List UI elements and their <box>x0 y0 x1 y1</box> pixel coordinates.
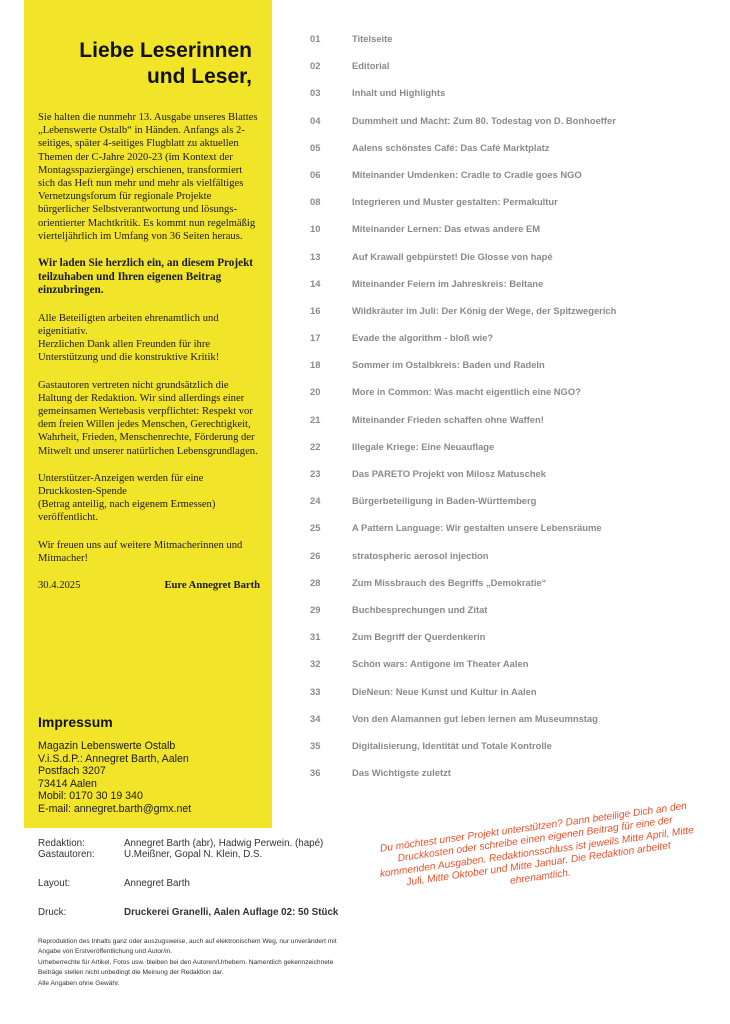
ads-paragraph <box>38 472 260 525</box>
toc-page-number: 16 <box>310 304 321 316</box>
toc-title: More in Common: Was macht eigentlich eine NGO? <box>352 386 581 398</box>
toc-title: Miteinander Feiern im Jahreskreis: Beltane <box>352 277 544 289</box>
credits-block <box>38 838 338 918</box>
toc-page-number: 25 <box>310 522 321 534</box>
greeting-line-1: Liebe Leserinnen <box>79 39 252 62</box>
credit-label: Gastautoren: <box>38 849 95 860</box>
toc-entry <box>310 87 720 114</box>
credit-label: Layout: <box>38 878 71 889</box>
toc-title: Zum Begriff der Querdenkerin <box>352 631 486 643</box>
toc-page-number: 23 <box>310 468 321 479</box>
toc-page-number: 06 <box>310 168 321 180</box>
toc-entry <box>310 305 720 332</box>
toc-entry <box>310 713 720 740</box>
fineprint-copyright: Urheberrechte für Artikel, Fotos usw. bleiben bei den Autoren/Urhebern. Namentlich gekennzeichnete Beiträge stellen nicht unbedingt die Meinung der Redaktion dar. <box>38 958 334 977</box>
toc-title: Illegale Kriege: Eine Neuauflage <box>352 440 495 452</box>
toc-title: Von den Alamannen gut leben lernen am Museumnstag <box>352 712 598 724</box>
toc-page-number: 29 <box>310 603 321 615</box>
toc-page-number: 33 <box>310 685 321 697</box>
credit-druck <box>38 907 338 918</box>
toc-entry <box>310 767 720 794</box>
toc-page-number: 13 <box>310 250 321 262</box>
toc-entry <box>310 522 720 549</box>
toc-page-number: 10 <box>310 223 321 235</box>
thanks-paragraph <box>38 312 260 365</box>
toc-entry <box>310 414 720 441</box>
closing-paragraph: Wir freuen uns auf weitere Mitmacherinnen und Mitmacher! <box>38 539 243 564</box>
toc-title: Integrieren und Muster gestalten: Permakultur <box>352 196 558 208</box>
toc-page-number: 35 <box>310 739 321 751</box>
toc-title: Sommer im Ostalbkreis: Baden und Radeln <box>352 359 545 371</box>
toc-page-number: 04 <box>310 114 321 126</box>
toc-title: Bürgerbeteiligung in Baden-Württemberg <box>352 495 537 507</box>
ads-sentence-1: Unterstützer-Anzeigen werden für eine Druckkosten-Spende <box>38 472 204 498</box>
toc-title: Titelseite <box>352 33 393 44</box>
toc-page-number: 17 <box>310 332 321 344</box>
credit-label: Druck: <box>38 907 67 918</box>
credit-value: Druckerei Granelli, Aalen Auflage 02: 50 Stück <box>124 907 339 918</box>
toc-page-number: 32 <box>310 658 321 670</box>
toc-page-number: 18 <box>310 359 321 371</box>
toc-entry <box>310 169 720 196</box>
toc-page-number: 03 <box>310 87 321 99</box>
toc-title: Evade the algorithm - bloß wie? <box>352 332 494 344</box>
impressum-responsible: V.i.S.d.P.: Annegret Barth, Aalen <box>38 752 189 765</box>
toc-entry <box>310 740 720 767</box>
credit-gastautoren <box>38 849 338 860</box>
fineprint-block <box>38 937 358 989</box>
toc-entry <box>310 60 720 87</box>
credit-layout <box>38 878 338 889</box>
toc-page-number: 08 <box>310 196 321 208</box>
intro-paragraph: Sie halten die nunmehr 13. Ausgabe unseres Blattes „Lebenswerte Ostalb“ in Händen. Anfangs als 2-seitiges, später 4-seitiges Flugblatt zu aktuellen Themen der C-Jahre 2020-23 (im Kontext der Montagsspaziergänge) erschienen, transformiert sich das Heft nun mehr und mehr als vielfältiges Vernetzungsforum für regionale Projekte bürgerlicher Selbstverantwortung und lösungs-orientierter Machtkritik. Es kommt nun regelmäßig vierteljährlich im Umfang von 36 Seiten heraus. <box>38 112 258 242</box>
toc-entry <box>310 278 720 305</box>
impressum-heading: Impressum <box>38 714 113 730</box>
toc-entry <box>310 33 720 60</box>
toc-entry <box>310 251 720 278</box>
toc-page-number: 22 <box>310 440 321 452</box>
invitation-paragraph: Wir laden Sie herzlich ein, an diesem Projekt teilzuhaben und Ihren eigenen Beitrag einzubringen. <box>38 257 254 297</box>
signature-line <box>38 579 260 592</box>
toc-entry <box>310 332 720 359</box>
toc-page-number: 20 <box>310 386 321 398</box>
toc-entry <box>310 550 720 577</box>
toc-title: Das PARETO Projekt von Milosz Matuschek <box>352 468 546 479</box>
toc-title: DieNeun: Neue Kunst und Kultur in Aalen <box>352 685 537 697</box>
toc-page-number: 21 <box>310 413 321 425</box>
toc-page-number: 24 <box>310 495 321 507</box>
toc-entry <box>310 196 720 223</box>
credit-value: U.Meißner, Gopal N. Klein, D.S. <box>124 849 263 860</box>
impressum-postbox: Postfach 3207 <box>38 765 106 778</box>
ads-sentence-2: (Betrag anteilig, nach eigenem Ermessen) veröffentlicht. <box>38 499 216 524</box>
toc-title: Schön wars: Antigone im Theater Aalen <box>352 658 529 670</box>
toc-title: Miteinander Umdenken: Cradle to Cradle goes NGO <box>352 168 582 180</box>
table-of-contents <box>310 33 720 794</box>
toc-page-number: 36 <box>310 767 321 779</box>
toc-page-number: 05 <box>310 141 321 153</box>
greeting-line-2: und Leser, <box>146 65 252 88</box>
toc-title: Zum Missbrauch des Begriffs „Demokratie“ <box>352 576 547 588</box>
toc-title: A Pattern Language: Wir gestalten unsere Lebensräume <box>352 522 602 534</box>
toc-entry <box>310 223 720 250</box>
toc-entry <box>310 686 720 713</box>
credit-label: Redaktion: <box>38 838 85 849</box>
toc-page-number: 31 <box>310 631 321 643</box>
toc-title: stratospheric aerosol injection <box>352 549 489 561</box>
toc-entry <box>310 386 720 413</box>
toc-page-number: 01 <box>310 33 321 44</box>
toc-title: Digitalisierung, Identität und Totale Kontrolle <box>352 739 552 751</box>
toc-title: Das Wichtigste zuletzt <box>352 767 451 779</box>
toc-entry <box>310 142 720 169</box>
impressum-block <box>38 740 191 816</box>
greeting-heading <box>24 38 252 90</box>
toc-entry <box>310 468 720 495</box>
editorial-date: 30.4.2025 <box>38 580 81 592</box>
toc-entry <box>310 115 720 142</box>
support-note: Du möchtest unser Projekt unterstützen? Dann beteilige Dich an den Druckkosten oder schreibe einen eigenen Beitrag für eine der kommenden Ausgaben. Redaktionsschluss ist jeweils Mitte April, Mitte Juli, Mitte Oktober und Mitte Januar. Die Redaktion arbeitet ehrenamtlich. <box>379 800 695 889</box>
values-paragraph: Gastautoren vertreten nicht grundsätzlich die Haltung der Redaktion. Wir sind allerdings einer gemeinsamen Wertebasis verpflichtet: Respekt vor dem freien Willen jedes Menschen, Gerechtigkeit, Wahrheit, Frieden, Menschenrechte, Förderung der Mitwelt und unserer natürlichen Lebensgrundlagen. <box>38 379 258 457</box>
toc-page-number: 02 <box>310 60 321 72</box>
credit-value: Annegret Barth (abr), Hadwig Perwein. (hapé) <box>124 838 324 849</box>
toc-entry <box>310 658 720 685</box>
toc-entry <box>310 441 720 468</box>
toc-entry <box>310 631 720 658</box>
credit-redaktion <box>38 838 338 849</box>
editorial-signature: Eure Annegret Barth <box>164 580 260 592</box>
toc-entry <box>310 577 720 604</box>
toc-title: Miteinander Frieden schaffen ohne Waffen! <box>352 413 544 425</box>
toc-title: Inhalt und Highlights <box>352 87 446 99</box>
volunteer-sentence: Alle Beteiligten arbeiten ehrenamtlich und eigenitiativ. <box>38 312 219 338</box>
toc-title: Wildkräuter im Juli: Der König der Wege, der Spitzwegerich <box>352 304 617 316</box>
credit-value: Annegret Barth <box>124 878 190 889</box>
fineprint-reproduction: Reproduktion des Inhalts ganz oder auszugsweise, auch auf elektronischem Weg, nur unverändert mit Angabe von Erstveröffentlichung und Autor/in. <box>38 938 337 956</box>
fineprint-disclaimer: Alle Angaben ohne Gewähr. <box>38 979 120 987</box>
impressum-city: 73414 Aalen <box>38 777 97 790</box>
impressum-email[interactable]: E-mail: annegret.barth@gmx.net <box>38 802 192 815</box>
toc-title: Miteinander Lernen: Das etwas andere EM <box>352 223 541 235</box>
editorial-text <box>38 111 260 606</box>
toc-page-number: 26 <box>310 549 321 561</box>
toc-title: Auf Krawall gebpürstet! Die Glosse von hapé <box>352 250 553 262</box>
toc-page-number: 34 <box>310 712 321 724</box>
thanks-sentence: Herzlichen Dank allen Freunden für ihre Unterstützung und die konstruktive Kritik! <box>38 339 220 364</box>
toc-title: Aalens schönstes Café: Das Café Marktplatz <box>352 141 550 153</box>
toc-title: Buchbesprechungen und Zitat <box>352 603 488 615</box>
toc-page-number: 28 <box>310 576 321 588</box>
toc-entry <box>310 604 720 631</box>
toc-entry <box>310 359 720 386</box>
impressum-magazine: Magazin Lebenswerte Ostalb <box>38 740 176 752</box>
toc-page-number: 14 <box>310 277 321 289</box>
toc-title: Dummheit und Macht: Zum 80. Todestag von D. Bonhoeffer <box>352 114 616 126</box>
toc-title: Editorial <box>352 60 390 72</box>
toc-entry <box>310 495 720 522</box>
impressum-phone: Mobil: 0170 30 19 340 <box>38 790 143 803</box>
